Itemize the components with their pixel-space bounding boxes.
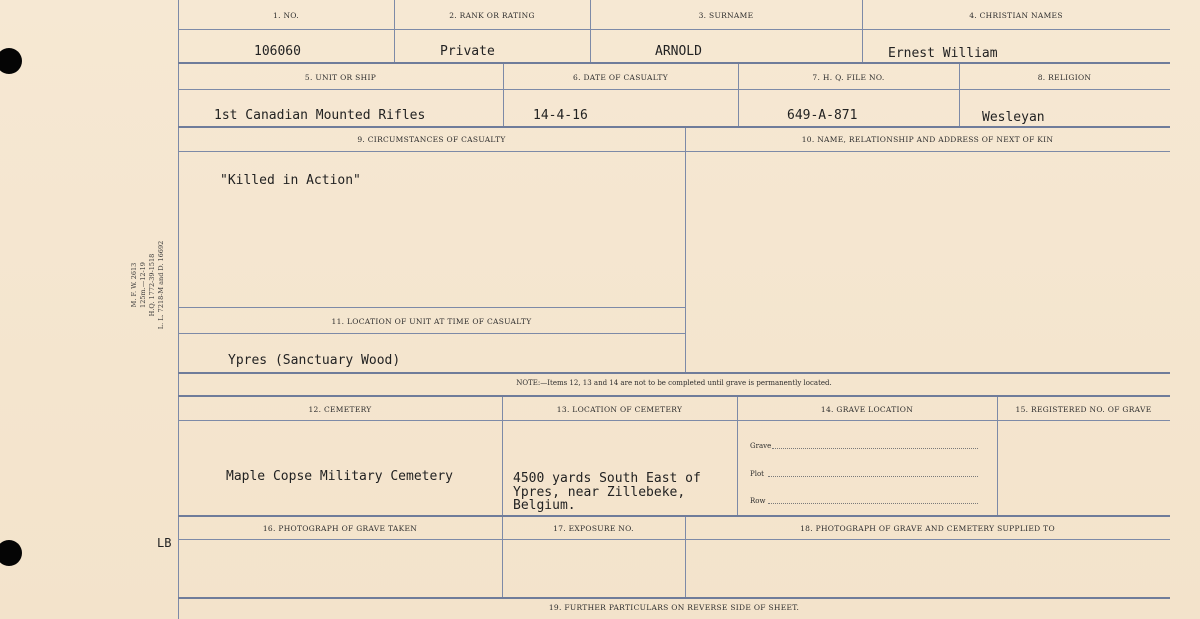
service-number: 106060 xyxy=(254,44,301,59)
section-rule xyxy=(178,395,1170,397)
note-text: NOTE:—Items 12, 13 and 14 are not to be completed until grave is permanently located. xyxy=(516,379,832,387)
header-religion: 8. RELIGION xyxy=(1037,73,1092,82)
plot-label: Plot xyxy=(750,470,764,478)
lb-mark: LB xyxy=(157,536,172,550)
header-surname: 3. SURNAME xyxy=(698,11,754,20)
section-rule xyxy=(178,515,1170,517)
side-print-line: M. F. W. 2613 xyxy=(130,262,138,308)
unit-value: 1st Canadian Mounted Rifles xyxy=(214,108,426,123)
header-rank: 2. RANK OR RATING xyxy=(449,11,535,20)
file-no-value: 649-A-871 xyxy=(787,108,858,123)
plot-dotted-line xyxy=(768,476,978,477)
section-rule xyxy=(178,372,1170,374)
divider xyxy=(685,128,686,373)
header-christian-names: 4. CHRISTIAN NAMES xyxy=(969,11,1063,20)
header-photograph-taken: 16. PHOTOGRAPH OF GRAVE TAKEN xyxy=(262,524,418,533)
christian-names-value: Ernest William xyxy=(888,46,998,61)
header-grave-location: 14. GRAVE LOCATION xyxy=(820,405,914,414)
surname-value: ARNOLD xyxy=(655,44,702,59)
side-print-line: 125m.—12-19 xyxy=(139,262,147,308)
location-unit-value: Ypres (Sanctuary Wood) xyxy=(228,353,401,368)
header-location-unit: 11. LOCATION OF UNIT AT TIME OF CASUALTY xyxy=(331,317,532,326)
divider xyxy=(502,397,503,515)
divider xyxy=(737,397,738,515)
rank-value: Private xyxy=(440,44,495,59)
religion-value: Wesleyan xyxy=(982,110,1045,125)
header-rule xyxy=(178,333,685,334)
circumstances-value: "Killed in Action" xyxy=(220,173,361,188)
side-print-line: L. L. 7218-M and D. 16692 xyxy=(157,240,165,330)
cemetery-value: Maple Copse Military Cemetery xyxy=(226,469,453,484)
footer-text: 19. FURTHER PARTICULARS ON REVERSE SIDE OF SHEET. xyxy=(548,603,800,612)
header-circumstances: 9. CIRCUMSTANCES OF CASUALTY xyxy=(357,135,506,144)
header-rule xyxy=(178,151,1170,152)
header-file-no: 7. H. Q. FILE NO. xyxy=(812,73,885,82)
divider xyxy=(394,0,395,62)
side-print-codes xyxy=(130,240,166,330)
header-next-of-kin: 10. NAME, RELATIONSHIP AND ADDRESS OF NEXT OF KIN xyxy=(801,135,1054,144)
header-exposure-no: 17. EXPOSURE NO. xyxy=(553,524,634,533)
header-location-cemetery: 13. LOCATION OF CEMETERY xyxy=(556,405,683,414)
grave-dotted-line xyxy=(772,448,978,449)
header-cemetery: 12. CEMETERY xyxy=(308,405,372,414)
row-label: Row xyxy=(750,497,766,505)
divider xyxy=(590,0,591,62)
punch-hole-bottom xyxy=(0,540,22,566)
header-rule xyxy=(178,29,1170,30)
header-rule xyxy=(178,89,1170,90)
header-date: 6. DATE OF CASUALTY xyxy=(573,73,668,82)
header-rule xyxy=(178,307,685,308)
punch-hole-top xyxy=(0,48,22,74)
date-value: 14-4-16 xyxy=(533,108,588,123)
header-photograph-supplied: 18. PHOTOGRAPH OF GRAVE AND CEMETERY SUPPLIED TO xyxy=(800,524,1055,533)
header-rule xyxy=(178,420,1170,421)
header-number: 1. NO. xyxy=(273,11,299,20)
cemetery-location-line: Ypres, near Zillebeke, xyxy=(513,485,686,500)
cemetery-location-line: Belgium. xyxy=(513,498,576,513)
section-rule xyxy=(178,62,1170,64)
header-rule xyxy=(178,539,1170,540)
cemetery-location-line: 4500 yards South East of xyxy=(513,471,701,486)
row-dotted-line xyxy=(768,503,978,504)
grave-label: Grave xyxy=(750,442,772,450)
divider xyxy=(862,0,863,62)
section-rule xyxy=(178,597,1170,599)
section-rule xyxy=(178,126,1170,128)
header-registered-no: 15. REGISTERED NO. OF GRAVE xyxy=(1015,405,1152,414)
header-unit: 5. UNIT OR SHIP xyxy=(304,73,377,82)
divider xyxy=(997,397,998,515)
side-print-line: H.Q. 1772-39-1518 xyxy=(148,253,156,317)
